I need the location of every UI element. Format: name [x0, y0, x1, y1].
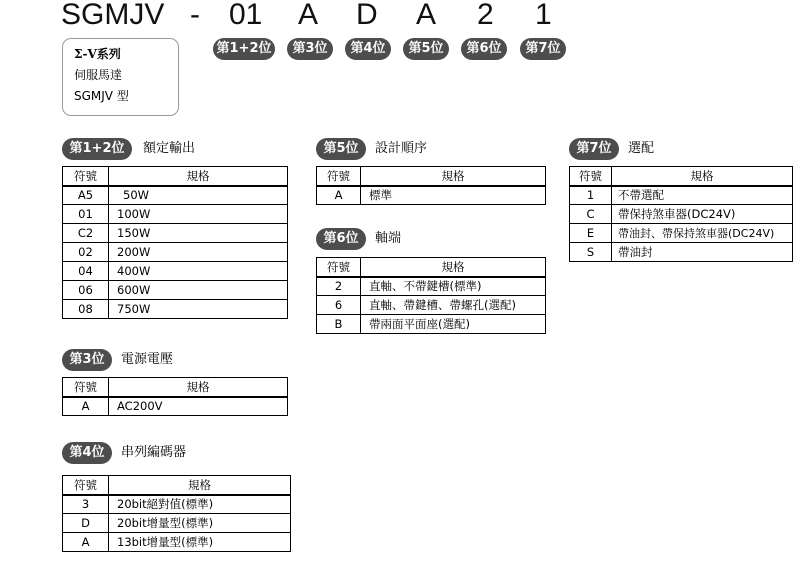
model-char-pos5: A [416, 0, 437, 31]
header-code: 符號 [317, 258, 361, 277]
table-header-row [317, 258, 546, 277]
table-pos5 [316, 166, 546, 205]
section-badge-pos3: 第3位 [62, 349, 112, 371]
section-badge-pos5: 第5位 [316, 138, 366, 160]
cell-code: 08 [63, 300, 109, 319]
table-row [63, 495, 291, 514]
header-spec: 規格 [612, 167, 793, 186]
cell-code: 2 [317, 277, 361, 296]
model-char-pos3: A [298, 0, 319, 31]
cell-spec: 50W [109, 186, 288, 205]
cell-code: D [63, 514, 109, 533]
table-row [570, 243, 793, 262]
section-title-pos5: 設計順序 [375, 141, 428, 156]
position-label-pos3: 第3位 [287, 38, 333, 60]
cell-code: 06 [63, 281, 109, 300]
cell-code: 04 [63, 262, 109, 281]
section-title-pos7: 選配 [628, 141, 655, 156]
table-pos4 [62, 475, 291, 552]
cell-spec: 750W [109, 300, 288, 319]
table-pos6 [316, 257, 546, 334]
table-row [570, 224, 793, 243]
section-badge-pos4: 第4位 [62, 442, 112, 464]
model-dash: - [190, 0, 200, 31]
cell-spec: 600W [109, 281, 288, 300]
table-row [317, 296, 546, 315]
section-badge-pos7: 第7位 [569, 138, 619, 160]
cell-spec: 帶保持煞車器(DC24V) [612, 205, 793, 224]
header-code: 符號 [317, 167, 361, 186]
position-label-pos7: 第7位 [520, 38, 566, 60]
section-title-pos4: 串列編碼器 [121, 445, 187, 460]
cell-code: 02 [63, 243, 109, 262]
section-title-pos12: 額定輸出 [143, 141, 196, 156]
table-row [317, 277, 546, 296]
cell-code: A [63, 397, 109, 416]
cell-spec: 標準 [361, 186, 546, 205]
table-row [570, 186, 793, 205]
cell-spec: 不帶選配 [612, 186, 793, 205]
header-code: 符號 [570, 167, 612, 186]
header-code: 符號 [63, 476, 109, 495]
position-label-pos4: 第4位 [345, 38, 391, 60]
position-label-pos5: 第5位 [403, 38, 449, 60]
cell-code: 1 [570, 186, 612, 205]
cell-spec: 帶油封、帶保持煞車器(DC24V) [612, 224, 793, 243]
section-title-pos3: 電源電壓 [121, 352, 174, 367]
table-pos12 [62, 166, 288, 319]
table-row [63, 397, 288, 416]
model-char-pos6: 2 [477, 0, 494, 31]
table-row [63, 205, 288, 224]
header-spec: 規格 [361, 258, 546, 277]
table-header-row [63, 476, 291, 495]
cell-code: B [317, 315, 361, 334]
header-code: 符號 [63, 167, 109, 186]
table-header-row [570, 167, 793, 186]
cell-spec: 帶兩面平面座(選配) [361, 315, 546, 334]
table-row [63, 224, 288, 243]
table-header-row [317, 167, 546, 186]
cell-code: A5 [63, 186, 109, 205]
table-pos3 [62, 377, 288, 416]
model-char-pos4: D [356, 0, 378, 31]
position-label-pos12: 第1+2位 [213, 38, 275, 60]
table-row [63, 514, 291, 533]
cell-spec: 20bit絕對值(標準) [109, 495, 291, 514]
cell-spec: 直軸、不帶鍵槽(標準) [361, 277, 546, 296]
table-header-row [63, 167, 288, 186]
table-row [63, 281, 288, 300]
header-spec: 規格 [109, 476, 291, 495]
table-row [63, 243, 288, 262]
cell-spec: 直軸、帶鍵槽、帶螺孔(選配) [361, 296, 546, 315]
model-prefix: SGMJV [61, 0, 165, 31]
cell-code: 3 [63, 495, 109, 514]
section-badge-pos12: 第1+2位 [62, 138, 132, 160]
cell-spec: AC200V [109, 397, 288, 416]
cell-code: 01 [63, 205, 109, 224]
position-label-pos6: 第6位 [461, 38, 507, 60]
model-char-pos12: 01 [229, 0, 263, 31]
section-badge-pos6: 第6位 [316, 228, 366, 250]
cell-code: A [317, 186, 361, 205]
cell-code: C [570, 205, 612, 224]
cell-spec: 150W [109, 224, 288, 243]
table-row [63, 300, 288, 319]
series-name: Σ-V系列 [74, 47, 121, 61]
series-type: 伺服馬達 [74, 68, 123, 82]
series-model: SGMJV 型 [74, 89, 129, 103]
cell-spec: 13bit增量型(標準) [109, 533, 291, 552]
cell-code: E [570, 224, 612, 243]
cell-spec: 20bit增量型(標準) [109, 514, 291, 533]
cell-spec: 100W [109, 205, 288, 224]
model-char-pos7: 1 [535, 0, 552, 31]
cell-spec: 帶油封 [612, 243, 793, 262]
cell-spec: 400W [109, 262, 288, 281]
table-row [63, 262, 288, 281]
table-row [63, 186, 288, 205]
table-pos7 [569, 166, 793, 262]
header-spec: 規格 [109, 378, 288, 397]
header-code: 符號 [63, 378, 109, 397]
section-title-pos6: 軸端 [375, 231, 402, 246]
cell-code: C2 [63, 224, 109, 243]
table-row [63, 533, 291, 552]
table-row [570, 205, 793, 224]
cell-spec: 200W [109, 243, 288, 262]
table-row [317, 315, 546, 334]
cell-code: A [63, 533, 109, 552]
header-spec: 規格 [361, 167, 546, 186]
cell-code: 6 [317, 296, 361, 315]
table-header-row [63, 378, 288, 397]
series-box [62, 38, 179, 116]
cell-code: S [570, 243, 612, 262]
header-spec: 規格 [109, 167, 288, 186]
table-row [317, 186, 546, 205]
